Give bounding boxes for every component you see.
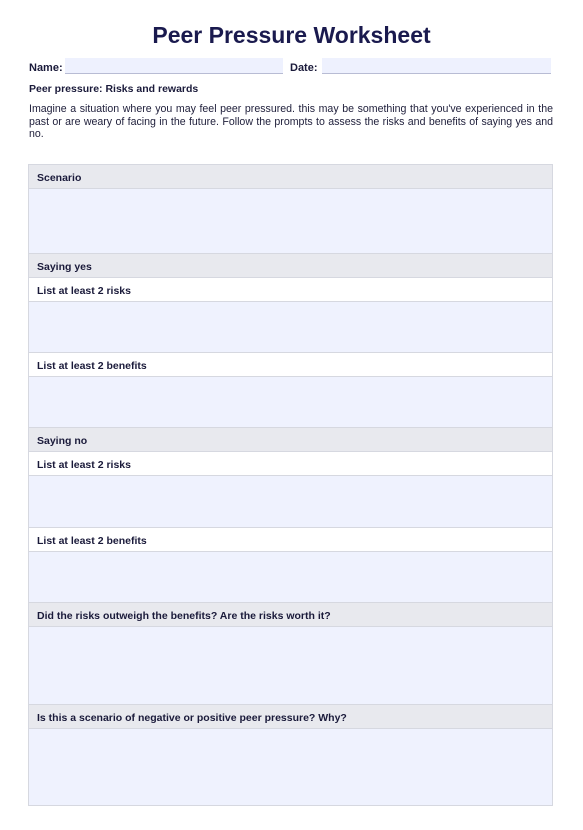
date-label: Date: [290, 62, 318, 74]
scenario-answer-field[interactable] [29, 189, 552, 254]
no-risks-label: List at least 2 risks [29, 452, 552, 476]
outweigh-answer-field[interactable] [29, 627, 552, 705]
date-field[interactable] [322, 58, 551, 74]
no-risks-answer-field[interactable] [29, 476, 552, 528]
saying-no-header: Saying no [29, 428, 552, 452]
name-date-row [29, 58, 552, 75]
yes-risks-label: List at least 2 risks [29, 278, 552, 302]
negative-positive-question-header: Is this a scenario of negative or positive peer pressure? Why? [29, 705, 552, 729]
outweigh-question-header: Did the risks outweigh the benefits? Are the risks worth it? [29, 603, 552, 627]
yes-risks-answer-field[interactable] [29, 302, 552, 353]
name-label: Name: [29, 62, 63, 74]
name-field[interactable] [65, 58, 283, 74]
worksheet-table [28, 164, 553, 806]
page-title: Peer Pressure Worksheet [152, 22, 431, 48]
worksheet-subheading: Peer pressure: Risks and rewards [29, 83, 199, 95]
no-benefits-label: List at least 2 benefits [29, 528, 552, 552]
negative-positive-answer-field[interactable] [29, 729, 552, 805]
no-benefits-answer-field[interactable] [29, 552, 552, 603]
yes-benefits-label: List at least 2 benefits [29, 353, 552, 377]
yes-benefits-answer-field[interactable] [29, 377, 552, 428]
scenario-header: Scenario [29, 165, 552, 189]
saying-yes-header: Saying yes [29, 254, 552, 278]
intro-paragraph: Imagine a situation where you may feel peer pressured. this may be something that you've experienced in the past or are weary of facing in the future. Follow the prompts to assess the risks and benefits of saying yes and no. [29, 103, 553, 140]
